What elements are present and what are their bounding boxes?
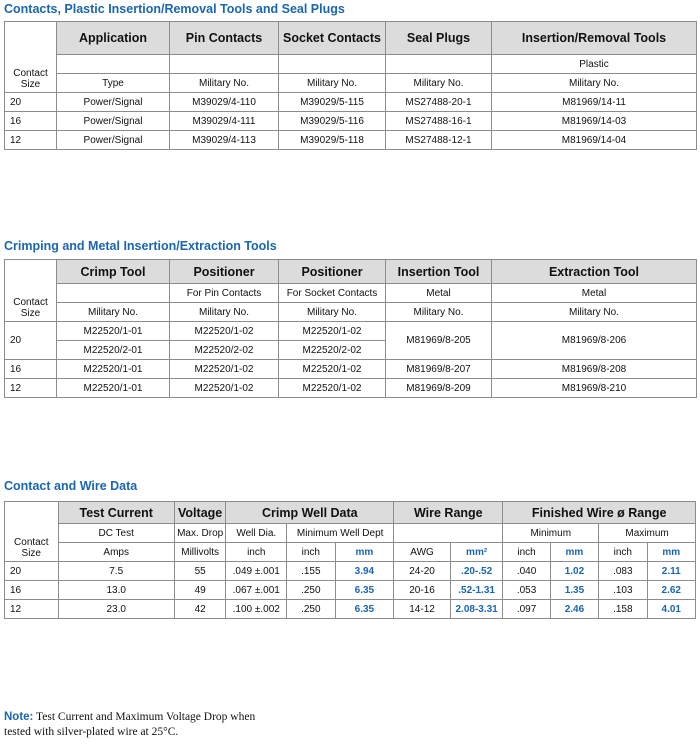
unit-header: Military No. xyxy=(386,74,492,93)
cell: .067 ±.001 xyxy=(226,581,287,600)
cell: .103 xyxy=(599,581,647,600)
cell: Power/Signal xyxy=(57,112,170,131)
cell: 49 xyxy=(174,581,225,600)
col-header: Positioner xyxy=(170,260,279,284)
unit-header: Military No. xyxy=(57,303,170,322)
cell: MS27488-16-1 xyxy=(386,112,492,131)
cell: 20 xyxy=(5,93,57,112)
cell: 12 xyxy=(5,131,57,150)
unit-header: Military No. xyxy=(492,74,697,93)
cell: .040 xyxy=(503,562,550,581)
cell: 13.0 xyxy=(58,581,174,600)
sub-header xyxy=(394,524,503,543)
table2-title: Crimping and Metal Insertion/Extraction Tools xyxy=(4,239,277,253)
cell: M39029/5-115 xyxy=(279,93,386,112)
cell: M22520/1-02 xyxy=(170,379,279,398)
cell: M22520/2-02 xyxy=(170,341,279,360)
cell: 23.0 xyxy=(58,600,174,619)
cell: M81969/8-210 xyxy=(492,379,697,398)
sub-header xyxy=(170,55,279,74)
col-header: Crimp Well Data xyxy=(226,502,394,524)
cell: Power/Signal xyxy=(57,93,170,112)
cell: M39029/4-111 xyxy=(170,112,279,131)
table-row xyxy=(5,600,696,619)
cell: .20-.52 xyxy=(450,562,503,581)
cell: 2.08-3.31 xyxy=(450,600,503,619)
cell: M39029/4-113 xyxy=(170,131,279,150)
cell: M22520/1-02 xyxy=(279,360,386,379)
col-header: Seal Plugs xyxy=(386,22,492,55)
table-row xyxy=(5,360,697,379)
col-header: Application xyxy=(57,22,170,55)
unit-header: mm² xyxy=(450,543,503,562)
cell: M22520/1-01 xyxy=(57,360,170,379)
cell: MS27488-12-1 xyxy=(386,131,492,150)
col-header: Positioner xyxy=(279,260,386,284)
col-header: Pin Contacts xyxy=(170,22,279,55)
cell: 6.35 xyxy=(335,600,394,619)
cell: 1.02 xyxy=(550,562,598,581)
unit-header: Military No. xyxy=(279,74,386,93)
cell: 55 xyxy=(174,562,225,581)
table1-title: Contacts, Plastic Insertion/Removal Tools and Seal Plugs xyxy=(4,2,345,16)
cell: .053 xyxy=(503,581,550,600)
unit-header: Military No. xyxy=(492,303,697,322)
cell: M81969/8-209 xyxy=(386,379,492,398)
cell: .158 xyxy=(599,600,647,619)
col-header: Extraction Tool xyxy=(492,260,697,284)
cell: .100 ±.002 xyxy=(226,600,287,619)
table-row xyxy=(5,131,697,150)
cell: M22520/1-02 xyxy=(279,379,386,398)
cell: M81969/14-11 xyxy=(492,93,697,112)
cell: .250 xyxy=(287,581,335,600)
sub-header xyxy=(57,55,170,74)
cell: M22520/1-02 xyxy=(170,322,279,341)
cell: M81969/14-04 xyxy=(492,131,697,150)
cell: 16 xyxy=(5,581,59,600)
unit-header: Type xyxy=(57,74,170,93)
table3-title: Contact and Wire Data xyxy=(4,479,138,493)
cell: MS27488-20-1 xyxy=(386,93,492,112)
cell: M22520/1-02 xyxy=(279,322,386,341)
col-header: Insertion Tool xyxy=(386,260,492,284)
table-row xyxy=(5,112,697,131)
cell: .049 ±.001 xyxy=(226,562,287,581)
sub-header xyxy=(386,55,492,74)
col-header: Finished Wire ø Range xyxy=(503,502,696,524)
cell: M81969/8-205 xyxy=(386,322,492,360)
cell: Power/Signal xyxy=(57,131,170,150)
contacts-table xyxy=(4,21,697,150)
col-header: Wire Range xyxy=(394,502,503,524)
unit-header: Amps xyxy=(58,543,174,562)
sub-header: For Socket Contacts xyxy=(279,284,386,303)
cell: M39029/4-110 xyxy=(170,93,279,112)
cell: M22520/2-02 xyxy=(279,341,386,360)
cell: 6.35 xyxy=(335,581,394,600)
sub-header xyxy=(57,284,170,303)
unit-header: inch xyxy=(226,543,287,562)
unit-header: mm xyxy=(550,543,598,562)
cell: .52-1.31 xyxy=(450,581,503,600)
cell: 7.5 xyxy=(58,562,174,581)
cell: 42 xyxy=(174,600,225,619)
cell: M81969/8-208 xyxy=(492,360,697,379)
cell: 2.46 xyxy=(550,600,598,619)
cell: 3.94 xyxy=(335,562,394,581)
cell: .097 xyxy=(503,600,550,619)
note-label: Note: xyxy=(4,711,34,723)
table-row xyxy=(5,562,696,581)
col-header: Crimp Tool xyxy=(57,260,170,284)
cell: 24-20 xyxy=(394,562,451,581)
cell: .083 xyxy=(599,562,647,581)
cell: .155 xyxy=(287,562,335,581)
col-header: Insertion/Removal Tools xyxy=(492,22,697,55)
unit-header: inch xyxy=(503,543,550,562)
wire-data-table xyxy=(4,501,696,619)
sub-header: Minimum xyxy=(503,524,599,543)
unit-header: inch xyxy=(599,543,647,562)
unit-header: mm xyxy=(335,543,394,562)
table-row xyxy=(5,581,696,600)
unit-header: Military No. xyxy=(170,303,279,322)
unit-header: AWG xyxy=(394,543,451,562)
cell: 20-16 xyxy=(394,581,451,600)
sub-header: Metal xyxy=(386,284,492,303)
note-line2: tested with silver-plated wire at 25°C. xyxy=(4,726,179,738)
unit-header: mm xyxy=(647,543,695,562)
sub-header: Max. Drop xyxy=(174,524,225,543)
unit-header: Military No. xyxy=(170,74,279,93)
crimping-tools-table xyxy=(4,259,697,398)
note-line1: Test Current and Maximum Voltage Drop when xyxy=(33,711,256,723)
cell: M39029/5-118 xyxy=(279,131,386,150)
col-header: Voltage xyxy=(174,502,225,524)
sub-header: Well Dia. xyxy=(226,524,287,543)
cell: 12 xyxy=(5,379,57,398)
col-header: Socket Contacts xyxy=(279,22,386,55)
sub-header: Maximum xyxy=(599,524,696,543)
unit-header: Millivolts xyxy=(174,543,225,562)
cell: 1.35 xyxy=(550,581,598,600)
table-row xyxy=(5,379,697,398)
unit-header: Military No. xyxy=(386,303,492,322)
contact-size-header: Contact Size xyxy=(5,22,57,93)
cell: 16 xyxy=(5,360,57,379)
cell: M22520/2-01 xyxy=(57,341,170,360)
contact-size-header: Contact Size xyxy=(5,502,59,562)
cell: 2.11 xyxy=(647,562,695,581)
cell: M81969/8-206 xyxy=(492,322,697,360)
sub-header: Plastic xyxy=(492,55,697,74)
unit-header: inch xyxy=(287,543,335,562)
cell: .250 xyxy=(287,600,335,619)
cell: 14-12 xyxy=(394,600,451,619)
sub-header: For Pin Contacts xyxy=(170,284,279,303)
table-row xyxy=(5,322,697,341)
cell: M81969/8-207 xyxy=(386,360,492,379)
cell: 20 xyxy=(5,322,57,360)
cell: M22520/1-02 xyxy=(170,360,279,379)
footnote xyxy=(4,710,255,740)
cell: 16 xyxy=(5,112,57,131)
cell: M39029/5-116 xyxy=(279,112,386,131)
unit-header: Military No. xyxy=(279,303,386,322)
cell: 20 xyxy=(5,562,59,581)
cell: 2.62 xyxy=(647,581,695,600)
cell: M22520/1-01 xyxy=(57,379,170,398)
cell: 12 xyxy=(5,600,59,619)
sub-header xyxy=(279,55,386,74)
sub-header: DC Test xyxy=(58,524,174,543)
col-header: Test Current xyxy=(58,502,174,524)
sub-header: Minimum Well Dept xyxy=(287,524,394,543)
table-row xyxy=(5,93,697,112)
cell: M22520/1-01 xyxy=(57,322,170,341)
sub-header: Metal xyxy=(492,284,697,303)
cell: 4.01 xyxy=(647,600,695,619)
cell: M81969/14-03 xyxy=(492,112,697,131)
contact-size-header: Contact Size xyxy=(5,260,57,322)
